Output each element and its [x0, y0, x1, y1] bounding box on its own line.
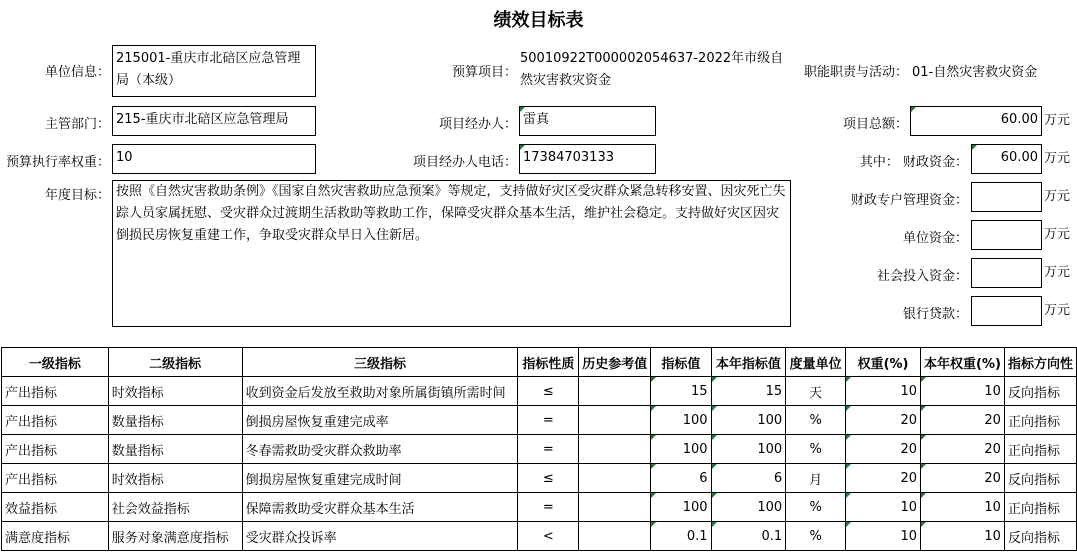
- cell-nature[interactable]: =: [518, 406, 579, 435]
- indicator-table: [1, 347, 1077, 551]
- cell-year-value[interactable]: 6: [711, 464, 786, 493]
- cell-level1[interactable]: 产出指标: [2, 377, 109, 406]
- fiscal-funds-unit: 万元: [1044, 151, 1071, 166]
- cell-direction[interactable]: 正向指标: [1004, 493, 1076, 522]
- cell-year-value[interactable]: 100: [711, 435, 786, 464]
- social-funds-unit: 万元: [1044, 265, 1071, 280]
- cell-year-weight[interactable]: 10: [921, 522, 1005, 551]
- table-row: [2, 377, 1077, 406]
- cell-level1[interactable]: 产出指标: [2, 406, 109, 435]
- special-funds-field[interactable]: [971, 182, 1042, 212]
- cell-history[interactable]: [579, 464, 651, 493]
- special-funds-unit: 万元: [1044, 189, 1071, 204]
- cell-level3[interactable]: 倒损房屋恢复重建完成时间: [242, 464, 518, 493]
- special-funds-label: 财政专户管理资金：: [850, 193, 968, 208]
- cell-value[interactable]: 100: [651, 435, 711, 464]
- cell-nature[interactable]: =: [518, 493, 579, 522]
- project-manager-label: 项目经办人：: [438, 117, 517, 132]
- unit-funds-label: 单位资金：: [902, 231, 968, 246]
- cell-level2[interactable]: 时效指标: [108, 377, 242, 406]
- cell-history[interactable]: [579, 406, 651, 435]
- cell-weight[interactable]: 10: [846, 377, 921, 406]
- cell-nature[interactable]: ≤: [518, 377, 579, 406]
- cell-level2[interactable]: 数量指标: [108, 406, 242, 435]
- cell-direction[interactable]: 反向指标: [1004, 522, 1076, 551]
- annual-goal-textarea[interactable]: 按照《自然灾害救助条例》《国家自然灾害救助应急预案》等规定，支持做好灾区受灾群众紧急转移安置、因灾死亡失踪人员家属抚慰、受灾群众过渡期生活救助等救助工作，保障受灾群众基本生活，维护社会稳定。支持做好灾区因灾倒损民房恢复重建工作，争取受灾群众早日入住新居。: [112, 180, 791, 327]
- cell-level2[interactable]: 服务对象满意度指标: [108, 522, 242, 551]
- cell-year-weight[interactable]: 20: [921, 406, 1005, 435]
- cell-level2[interactable]: 社会效益指标: [108, 493, 242, 522]
- project-manager-field[interactable]: 雷真: [519, 106, 656, 136]
- budget-project-value: 50010922T000002054637-2022年市级自然灾害救灾资金: [520, 51, 784, 88]
- cell-history[interactable]: [579, 377, 651, 406]
- cell-direction[interactable]: 正向指标: [1004, 435, 1076, 464]
- annual-goal-label: 年度目标：: [44, 188, 110, 203]
- social-funds-label: 社会投入资金：: [876, 269, 968, 284]
- table-header-row: [2, 348, 1077, 377]
- cell-level3[interactable]: 保障需救助受灾群众基本生活: [242, 493, 518, 522]
- header-nature: 指标性质: [518, 348, 579, 377]
- header-value: 指标值: [651, 348, 711, 377]
- exec-weight-label: 预算执行率权重：: [5, 155, 110, 170]
- cell-weight[interactable]: 20: [846, 435, 921, 464]
- header-level1: 一级指标: [2, 348, 109, 377]
- cell-unit[interactable]: 月: [786, 464, 846, 493]
- header-direction: 指标方向性: [1004, 348, 1076, 377]
- cell-value[interactable]: 15: [651, 377, 711, 406]
- manager-phone-label: 项目经办人电话：: [412, 155, 517, 170]
- cell-level1[interactable]: 效益指标: [2, 493, 109, 522]
- header-year-value: 本年指标值: [711, 348, 786, 377]
- cell-history[interactable]: [579, 435, 651, 464]
- cell-year-value[interactable]: 0.1: [711, 522, 786, 551]
- cell-level3[interactable]: 收到资金后发放至救助对象所属街镇所需时间: [242, 377, 518, 406]
- page-title: 绩效目标表: [493, 10, 584, 31]
- unit-funds-field[interactable]: [971, 220, 1042, 250]
- cell-year-weight[interactable]: 10: [921, 493, 1005, 522]
- unit-info-label: 单位信息：: [44, 65, 110, 80]
- bank-loan-label: 银行贷款：: [902, 307, 968, 322]
- cell-nature[interactable]: <: [518, 522, 579, 551]
- duty-activity-label: 职能职责与活动：: [803, 65, 908, 80]
- cell-weight[interactable]: 20: [846, 406, 921, 435]
- cell-level3[interactable]: 冬春需救助受灾群众救助率: [242, 435, 518, 464]
- cell-unit[interactable]: 天: [786, 377, 846, 406]
- exec-weight-field[interactable]: 10: [112, 144, 316, 174]
- header-history: 历史参考值: [579, 348, 651, 377]
- manager-phone-field[interactable]: 17384703133: [519, 144, 656, 174]
- table-row: [2, 435, 1077, 464]
- cell-nature[interactable]: ≤: [518, 464, 579, 493]
- cell-unit[interactable]: %: [786, 522, 846, 551]
- cell-level1[interactable]: 产出指标: [2, 435, 109, 464]
- table-row: [2, 406, 1077, 435]
- cell-history[interactable]: [579, 522, 651, 551]
- cell-year-weight[interactable]: 10: [921, 377, 1005, 406]
- table-row: [2, 493, 1077, 522]
- header-unit: 度量单位: [786, 348, 846, 377]
- bank-loan-field[interactable]: [971, 296, 1042, 326]
- cell-year-value[interactable]: 15: [711, 377, 786, 406]
- cell-level1[interactable]: 产出指标: [2, 464, 109, 493]
- header-year-weight: 本年权重(%): [921, 348, 1005, 377]
- total-amount-label: 项目总额：: [842, 117, 908, 132]
- cell-weight[interactable]: 20: [846, 464, 921, 493]
- cell-year-weight[interactable]: 20: [921, 464, 1005, 493]
- cell-value[interactable]: 100: [651, 406, 711, 435]
- cell-level3[interactable]: 倒损房屋恢复重建完成率: [242, 406, 518, 435]
- cell-history[interactable]: [579, 493, 651, 522]
- supervisor-field[interactable]: 215-重庆市北碚区应急管理局: [112, 106, 316, 136]
- cell-value[interactable]: 100: [651, 493, 711, 522]
- bank-loan-unit: 万元: [1044, 303, 1071, 318]
- budget-project-label: 预算项目：: [451, 65, 517, 80]
- fiscal-funds-label: 其中： 财政资金：: [859, 155, 968, 170]
- cell-value[interactable]: 6: [651, 464, 711, 493]
- header-level2: 二级指标: [108, 348, 242, 377]
- cell-weight[interactable]: 10: [846, 522, 921, 551]
- cell-value[interactable]: 0.1: [651, 522, 711, 551]
- table-row: [2, 522, 1077, 551]
- cell-nature[interactable]: =: [518, 435, 579, 464]
- duty-activity-value: 01-自然灾害救灾资金: [912, 65, 1038, 80]
- unit-info-field[interactable]: 215001-重庆市北碚区应急管理局（本级）: [112, 45, 316, 97]
- cell-weight[interactable]: 10: [846, 493, 921, 522]
- cell-unit[interactable]: %: [786, 435, 846, 464]
- cell-direction[interactable]: 反向指标: [1004, 464, 1076, 493]
- cell-level2[interactable]: 数量指标: [108, 435, 242, 464]
- total-amount-unit: 万元: [1044, 113, 1071, 128]
- cell-level1[interactable]: 满意度指标: [2, 522, 109, 551]
- cell-year-value[interactable]: 100: [711, 493, 786, 522]
- cell-unit[interactable]: %: [786, 493, 846, 522]
- supervisor-label: 主管部门：: [44, 117, 110, 132]
- table-row: [2, 464, 1077, 493]
- cell-level3[interactable]: 受灾群众投诉率: [242, 522, 518, 551]
- header-level3: 三级指标: [242, 348, 518, 377]
- cell-year-weight[interactable]: 20: [921, 435, 1005, 464]
- cell-direction[interactable]: 反向指标: [1004, 377, 1076, 406]
- cell-unit[interactable]: %: [786, 406, 846, 435]
- cell-direction[interactable]: 正向指标: [1004, 406, 1076, 435]
- cell-year-value[interactable]: 100: [711, 406, 786, 435]
- total-amount-field[interactable]: 60.00: [910, 106, 1042, 136]
- cell-level2[interactable]: 时效指标: [108, 464, 242, 493]
- header-weight: 权重(%): [846, 348, 921, 377]
- unit-funds-unit: 万元: [1044, 227, 1071, 242]
- social-funds-field[interactable]: [971, 258, 1042, 288]
- fiscal-funds-field[interactable]: 60.00: [971, 144, 1042, 174]
